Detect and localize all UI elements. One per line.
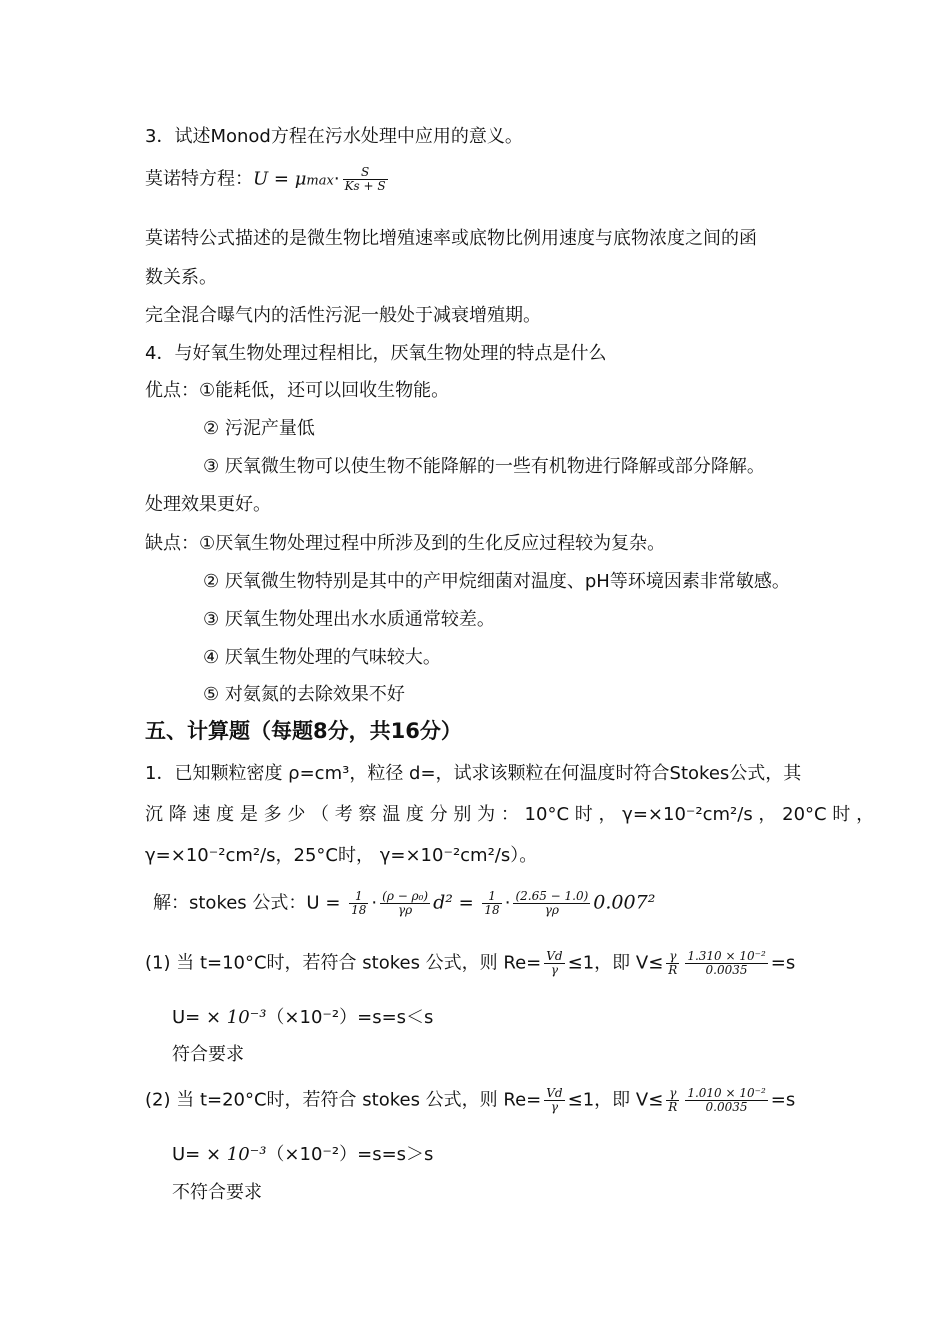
stokes-fraction-1-den: 18 — [351, 903, 367, 917]
stokes-eq-2: = — [452, 892, 480, 914]
q4-advantage-2: ② 污泥产量低 — [203, 418, 315, 439]
case-2-v-fraction — [666, 1087, 679, 1114]
case-1-end: =s — [770, 952, 796, 974]
case-2-v-den: R — [668, 1100, 678, 1114]
stokes-fraction-2-den: γρ — [380, 903, 430, 917]
case-2-v-num: γ — [669, 1086, 677, 1100]
solution-eq: = — [319, 892, 347, 914]
case-2-re-fraction — [544, 1087, 564, 1114]
stokes-fraction-2-num: (ρ − ρ₀) — [382, 889, 429, 903]
stokes-fraction-3 — [482, 890, 501, 917]
case-1-re-num: Vd — [546, 949, 563, 963]
case-2-condition — [145, 1087, 795, 1114]
case-1-u-exp: 10⁻³ — [226, 1007, 267, 1028]
case-1-result: 符合要求 — [172, 1044, 244, 1065]
stokes-fraction-2 — [380, 890, 430, 917]
case-1-re-den: γ — [544, 963, 564, 977]
formula-denominator: Ks + S — [344, 179, 386, 193]
formula-mu: μ — [294, 168, 307, 190]
q4-disadvantage-1: 缺点：①厌氧生物处理过程中所涉及到的生化反应过程较为复杂。 — [145, 533, 666, 554]
case-2-v2-den: 0.0035 — [685, 1100, 767, 1114]
case-2-v2-fraction — [685, 1087, 767, 1114]
case-2-velocity — [172, 1143, 433, 1167]
solution-u: U — [306, 892, 320, 914]
q4-advantage-3: ③ 厌氧微生物可以使生物不能降解的一些有机物进行降解或部分降解。 — [203, 456, 765, 477]
stokes-fraction-4-num: (2.65 − 1.0) — [515, 889, 589, 903]
formula-label: 莫诺特方程： — [145, 168, 253, 190]
q3-desc-line-3: 完全混合曝气内的活性污泥一般处于减衰增殖期。 — [145, 305, 541, 326]
q4-disadvantage-4: ④ 厌氧生物处理的气味较大。 — [203, 647, 441, 668]
stokes-formula — [153, 890, 655, 917]
case-2-pre: (2) 当 t=20°C时，若符合 stokes 公式，则 Re= — [145, 1089, 542, 1111]
stokes-fraction-4-den: γρ — [513, 903, 590, 917]
q4-advantage-3-cont: 处理效果更好。 — [145, 494, 271, 515]
stokes-fraction-4 — [513, 890, 590, 917]
case-2-end: =s — [770, 1089, 796, 1111]
monod-formula — [145, 166, 391, 194]
case-2-u-post: （×10⁻²）=s=s＞s — [266, 1144, 434, 1165]
stokes-dot-1: · — [371, 892, 378, 914]
stokes-tail: 0.007² — [593, 891, 656, 914]
stokes-fraction-1-num: 1 — [354, 889, 363, 903]
stokes-fraction-1 — [349, 890, 368, 917]
q4-advantage-1: 优点：①能耗低，还可以回收生物能。 — [145, 380, 450, 401]
q4-disadvantage-5: ⑤ 对氨氮的去除效果不好 — [203, 684, 405, 705]
case-2-re-den: γ — [544, 1100, 564, 1114]
case-1-u-post: （×10⁻²）=s=s＜s — [266, 1007, 434, 1028]
stokes-fraction-3-num: 1 — [488, 889, 496, 903]
formula-fraction — [343, 166, 388, 193]
q4-disadvantage-2: ② 厌氧微生物特别是其中的产甲烷细菌对温度、pH等环境因素非常敏感。 — [203, 571, 790, 592]
case-1-velocity — [172, 1006, 433, 1030]
case-1-u-pre: U= × — [172, 1007, 222, 1028]
case-2-u-pre: U= × — [172, 1144, 222, 1165]
case-1-v2-den: 0.0035 — [685, 963, 767, 977]
solution-label: 解：stokes 公式： — [153, 892, 307, 914]
case-1-v2-num: 1.310 × 10⁻² — [687, 949, 766, 963]
case-2-re-num: Vd — [546, 1086, 563, 1100]
q4-title: 4．与好氧生物处理过程相比，厌氧生物处理的特点是什么 — [145, 343, 607, 364]
problem-1-line-2: 沉 降 速 度 是 多 少 （ 考 察 温 度 分 别 为 ： 10°C 时 ， γ=×10⁻²cm²/s ， 20°C 时 ， — [145, 804, 875, 825]
case-1-mid: ≤1，即 V≤ — [567, 952, 664, 974]
case-1-condition — [145, 950, 795, 977]
case-1-v-fraction — [666, 950, 679, 977]
formula-numerator: S — [360, 165, 370, 179]
formula-dot: · — [333, 168, 340, 190]
formula-eq: = — [268, 168, 295, 190]
q3-desc-line-1: 莫诺特公式描述的是微生物比增殖速率或底物比例用速度与底物浓度之间的函 — [145, 228, 757, 249]
case-2-result: 不符合要求 — [172, 1182, 262, 1203]
case-2-v2-num: 1.010 × 10⁻² — [687, 1086, 766, 1100]
formula-mu-sub: max — [306, 173, 334, 189]
stokes-d-squared: d² — [433, 891, 453, 914]
case-1-re-fraction — [544, 950, 564, 977]
stokes-dot-2: · — [504, 892, 511, 914]
formula-lhs: U — [253, 168, 269, 190]
case-1-pre: (1) 当 t=10°C时，若符合 stokes 公式，则 Re= — [145, 952, 542, 974]
case-1-v-num: γ — [669, 949, 677, 963]
problem-1-line-1: 1．已知颗粒密度 ρ=cm³，粒径 d=，试求该颗粒在何温度时符合Stokes公式，其 — [145, 763, 802, 784]
section-5-heading: 五、计算题（每题8分，共16分） — [145, 719, 462, 743]
q3-desc-line-2: 数关系。 — [145, 267, 217, 288]
case-2-mid: ≤1，即 V≤ — [567, 1089, 664, 1111]
case-1-v2-fraction — [685, 950, 767, 977]
stokes-fraction-3-den: 18 — [484, 903, 500, 917]
case-1-v-den: R — [668, 963, 678, 977]
case-2-u-exp: 10⁻³ — [226, 1144, 267, 1165]
q3-title: 3．试述Monod方程在污水处理中应用的意义。 — [145, 126, 523, 147]
q4-disadvantage-3: ③ 厌氧生物处理出水水质通常较差。 — [203, 609, 495, 630]
problem-1-line-3: γ=×10⁻²cm²/s，25°C时， γ=×10⁻²cm²/s）。 — [145, 845, 538, 866]
